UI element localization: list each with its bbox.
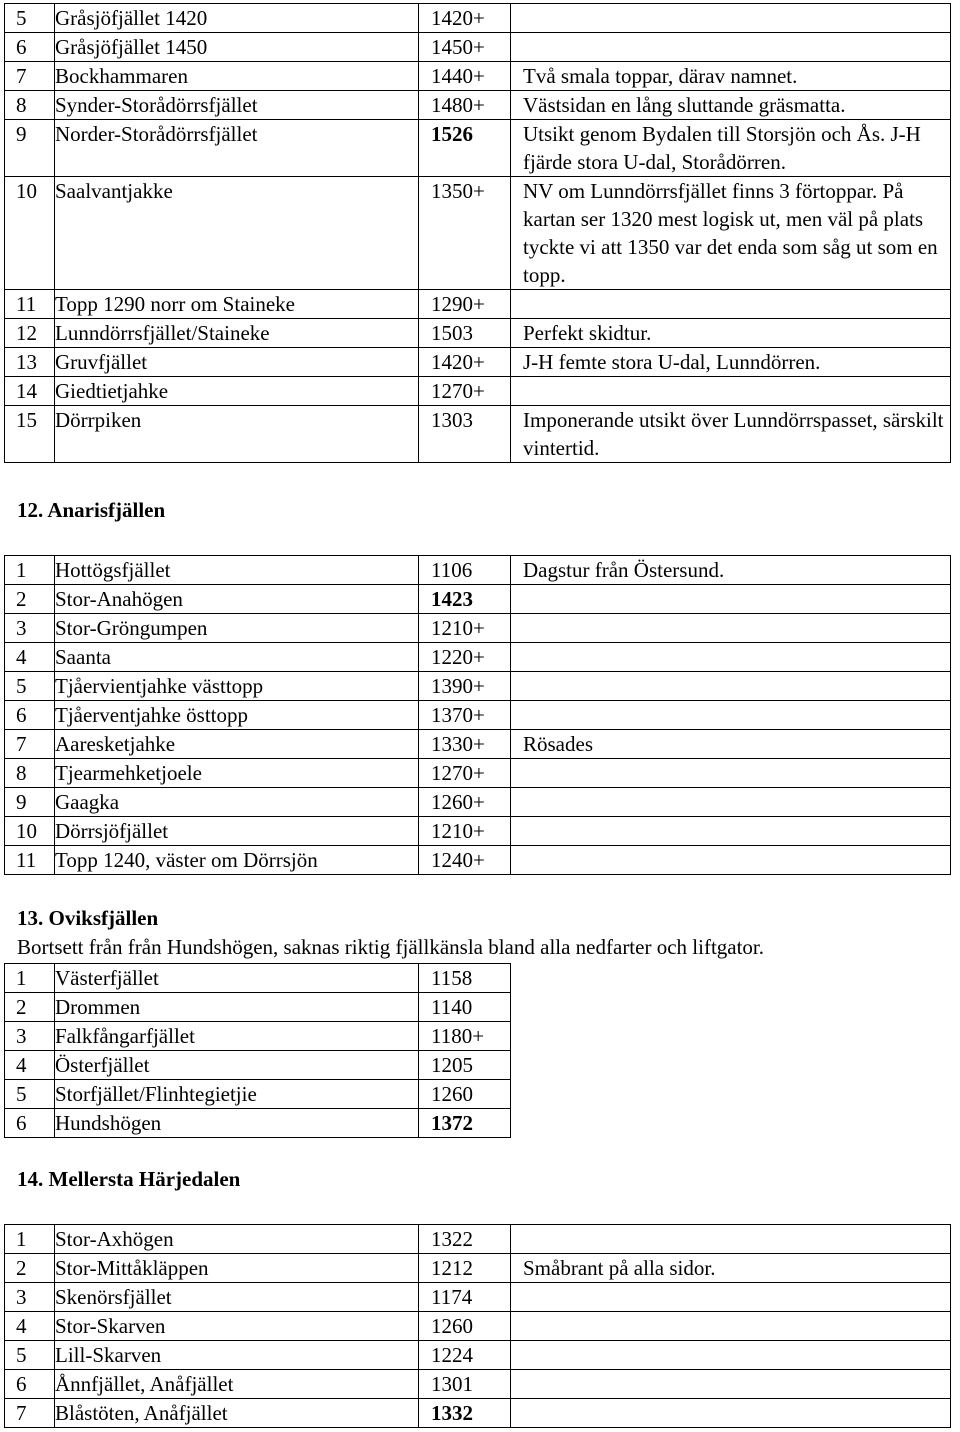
peak-height: 1303 <box>419 406 511 463</box>
row-number: 15 <box>5 406 55 463</box>
row-number: 2 <box>5 993 55 1022</box>
table-row <box>5 1254 951 1283</box>
peak-note <box>511 846 951 875</box>
peak-height: 1270+ <box>419 377 511 406</box>
peak-table-section-13 <box>4 963 511 1138</box>
row-number: 13 <box>5 348 55 377</box>
table-row <box>5 4 951 33</box>
peak-name: Tjåervientjahke västtopp <box>55 672 419 701</box>
peak-height: 1423 <box>419 585 511 614</box>
row-number: 4 <box>5 1051 55 1080</box>
table-row <box>5 701 951 730</box>
peak-height: 1210+ <box>419 614 511 643</box>
section-title-14: 14. Mellersta Härjedalen <box>17 1167 241 1191</box>
peak-note: Småbrant på alla sidor. <box>511 1254 951 1283</box>
table-row <box>5 91 951 120</box>
peak-note <box>511 643 951 672</box>
peak-height: 1420+ <box>419 348 511 377</box>
row-number: 5 <box>5 4 55 33</box>
row-number: 2 <box>5 1254 55 1283</box>
peak-name: Stor-Gröngumpen <box>55 614 419 643</box>
row-number: 5 <box>5 1341 55 1370</box>
peak-name: Norder-Storådörrsfjället <box>55 120 419 177</box>
row-number: 7 <box>5 730 55 759</box>
peak-note <box>511 1399 951 1428</box>
peak-name: Topp 1240, väster om Dörrsjön <box>55 846 419 875</box>
peak-name: Synder-Storådörrsfjället <box>55 91 419 120</box>
peak-name: Saalvantjakke <box>55 177 419 290</box>
table-row <box>5 846 951 875</box>
row-number: 4 <box>5 1312 55 1341</box>
table-row <box>5 1225 951 1254</box>
table-row <box>5 290 951 319</box>
peak-note: Två smala toppar, därav namnet. <box>511 62 951 91</box>
peak-note <box>511 1312 951 1341</box>
peak-name: Storfjället/Flinhtegietjie <box>55 1080 419 1109</box>
peak-name: Hottögsfjället <box>55 556 419 585</box>
table-row <box>5 1312 951 1341</box>
peak-note <box>511 4 951 33</box>
row-number: 3 <box>5 614 55 643</box>
peak-height: 1372 <box>419 1109 511 1138</box>
peak-name: Giedtietjahke <box>55 377 419 406</box>
peak-name: Stor-Mittåkläppen <box>55 1254 419 1283</box>
peak-name: Västerfjället <box>55 964 419 993</box>
row-number: 11 <box>5 846 55 875</box>
peak-note: Utsikt genom Bydalen till Storsjön och Ås. J-H fjärde stora U-dal, Storådörren. <box>511 120 951 177</box>
peak-table-section-12 <box>4 555 951 875</box>
peak-height: 1220+ <box>419 643 511 672</box>
peak-note: NV om Lunndörrsfjället finns 3 förtoppar. På kartan ser 1320 mest logisk ut, men väl på plats tyckte vi att 1350 var det enda som såg ut som en topp. <box>511 177 951 290</box>
peak-note: Rösades <box>511 730 951 759</box>
table-row <box>5 120 951 177</box>
peak-height: 1332 <box>419 1399 511 1428</box>
row-number: 6 <box>5 33 55 62</box>
peak-name: Tjearmehketjoele <box>55 759 419 788</box>
peak-height: 1330+ <box>419 730 511 759</box>
row-number: 8 <box>5 759 55 788</box>
table-row <box>5 319 951 348</box>
peak-height: 1260 <box>419 1312 511 1341</box>
peak-note <box>511 759 951 788</box>
peak-note <box>511 817 951 846</box>
table-row <box>5 62 951 91</box>
peak-name: Blåstöten, Anåfjället <box>55 1399 419 1428</box>
peak-height: 1270+ <box>419 759 511 788</box>
peak-table-section-11 <box>4 3 951 463</box>
peak-height: 1106 <box>419 556 511 585</box>
table-row <box>5 177 951 290</box>
peak-name: Gaagka <box>55 788 419 817</box>
peak-height: 1290+ <box>419 290 511 319</box>
peak-height: 1212 <box>419 1254 511 1283</box>
peak-height: 1503 <box>419 319 511 348</box>
peak-name: Gråsjöfjället 1450 <box>55 33 419 62</box>
table-row <box>5 993 511 1022</box>
peak-name: Stor-Axhögen <box>55 1225 419 1254</box>
peak-height: 1260+ <box>419 788 511 817</box>
peak-height: 1420+ <box>419 4 511 33</box>
row-number: 4 <box>5 643 55 672</box>
table-row <box>5 1109 511 1138</box>
section-intro-13: Bortsett från från Hundshögen, saknas riktig fjällkänsla bland alla nedfarter och liftgator. <box>17 935 765 959</box>
peak-height: 1180+ <box>419 1022 511 1051</box>
peak-height: 1450+ <box>419 33 511 62</box>
peak-height: 1260 <box>419 1080 511 1109</box>
table-row <box>5 759 951 788</box>
peak-name: Stor-Skarven <box>55 1312 419 1341</box>
peak-name: Tjåerventjahke östtopp <box>55 701 419 730</box>
table-row <box>5 585 951 614</box>
row-number: 14 <box>5 377 55 406</box>
table-row <box>5 556 951 585</box>
row-number: 6 <box>5 701 55 730</box>
table-row <box>5 348 951 377</box>
peak-name: Dörrsjöfjället <box>55 817 419 846</box>
row-number: 1 <box>5 964 55 993</box>
row-number: 12 <box>5 319 55 348</box>
table-row <box>5 1341 951 1370</box>
peak-note <box>511 614 951 643</box>
peak-note <box>511 1370 951 1399</box>
row-number: 5 <box>5 672 55 701</box>
peak-name: Falkfångarfjället <box>55 1022 419 1051</box>
table-row <box>5 406 951 463</box>
row-number: 5 <box>5 1080 55 1109</box>
peak-name: Topp 1290 norr om Staineke <box>55 290 419 319</box>
peak-height: 1174 <box>419 1283 511 1312</box>
table-row <box>5 730 951 759</box>
table-row <box>5 614 951 643</box>
row-number: 7 <box>5 1399 55 1428</box>
peak-note <box>511 1225 951 1254</box>
peak-name: Lunndörrsfjället/Staineke <box>55 319 419 348</box>
peak-name: Stor-Anahögen <box>55 585 419 614</box>
peak-name: Lill-Skarven <box>55 1341 419 1370</box>
peak-note <box>511 788 951 817</box>
peak-height: 1301 <box>419 1370 511 1399</box>
peak-height: 1205 <box>419 1051 511 1080</box>
row-number: 8 <box>5 91 55 120</box>
peak-name: Österfjället <box>55 1051 419 1080</box>
peak-height: 1240+ <box>419 846 511 875</box>
peak-name: Saanta <box>55 643 419 672</box>
table-row <box>5 672 951 701</box>
peak-note <box>511 33 951 62</box>
peak-note: Perfekt skidtur. <box>511 319 951 348</box>
table-row <box>5 643 951 672</box>
row-number: 6 <box>5 1370 55 1399</box>
peak-height: 1224 <box>419 1341 511 1370</box>
peak-name: Drommen <box>55 993 419 1022</box>
table-row <box>5 1022 511 1051</box>
table-row <box>5 1051 511 1080</box>
peak-height: 1210+ <box>419 817 511 846</box>
table-row <box>5 788 951 817</box>
peak-name: Skenörsfjället <box>55 1283 419 1312</box>
peak-note <box>511 377 951 406</box>
table-row <box>5 964 511 993</box>
row-number: 3 <box>5 1022 55 1051</box>
row-number: 2 <box>5 585 55 614</box>
row-number: 9 <box>5 788 55 817</box>
row-number: 7 <box>5 62 55 91</box>
peak-note: J-H femte stora U-dal, Lunndörren. <box>511 348 951 377</box>
row-number: 1 <box>5 556 55 585</box>
peak-note: Dagstur från Östersund. <box>511 556 951 585</box>
peak-height: 1440+ <box>419 62 511 91</box>
peak-table-section-14 <box>4 1224 951 1428</box>
peak-height: 1350+ <box>419 177 511 290</box>
peak-name: Gruvfjället <box>55 348 419 377</box>
row-number: 3 <box>5 1283 55 1312</box>
peak-note <box>511 1341 951 1370</box>
peak-note <box>511 1283 951 1312</box>
peak-note: Imponerande utsikt över Lunndörrspasset, särskilt vintertid. <box>511 406 951 463</box>
table-row <box>5 817 951 846</box>
peak-note <box>511 585 951 614</box>
table-row <box>5 33 951 62</box>
table-row <box>5 1080 511 1109</box>
peak-name: Hundshögen <box>55 1109 419 1138</box>
peak-height: 1158 <box>419 964 511 993</box>
table-row <box>5 1370 951 1399</box>
row-number: 9 <box>5 120 55 177</box>
section-title-12: 12. Anarisfjällen <box>17 498 166 522</box>
peak-name: Bockhammaren <box>55 62 419 91</box>
peak-height: 1390+ <box>419 672 511 701</box>
peak-name: Dörrpiken <box>55 406 419 463</box>
row-number: 1 <box>5 1225 55 1254</box>
row-number: 6 <box>5 1109 55 1138</box>
peak-height: 1526 <box>419 120 511 177</box>
section-title-13: 13. Oviksfjällen <box>17 906 159 930</box>
peak-height: 1370+ <box>419 701 511 730</box>
peak-note <box>511 672 951 701</box>
peak-note: Västsidan en lång sluttande gräsmatta. <box>511 91 951 120</box>
row-number: 10 <box>5 177 55 290</box>
row-number: 11 <box>5 290 55 319</box>
peak-name: Aaresketjahke <box>55 730 419 759</box>
peak-note <box>511 290 951 319</box>
peak-note <box>511 701 951 730</box>
peak-name: Gråsjöfjället 1420 <box>55 4 419 33</box>
table-row <box>5 1283 951 1312</box>
row-number: 10 <box>5 817 55 846</box>
peak-height: 1480+ <box>419 91 511 120</box>
peak-name: Ånnfjället, Anåfjället <box>55 1370 419 1399</box>
peak-height: 1322 <box>419 1225 511 1254</box>
peak-height: 1140 <box>419 993 511 1022</box>
table-row <box>5 377 951 406</box>
table-row <box>5 1399 951 1428</box>
